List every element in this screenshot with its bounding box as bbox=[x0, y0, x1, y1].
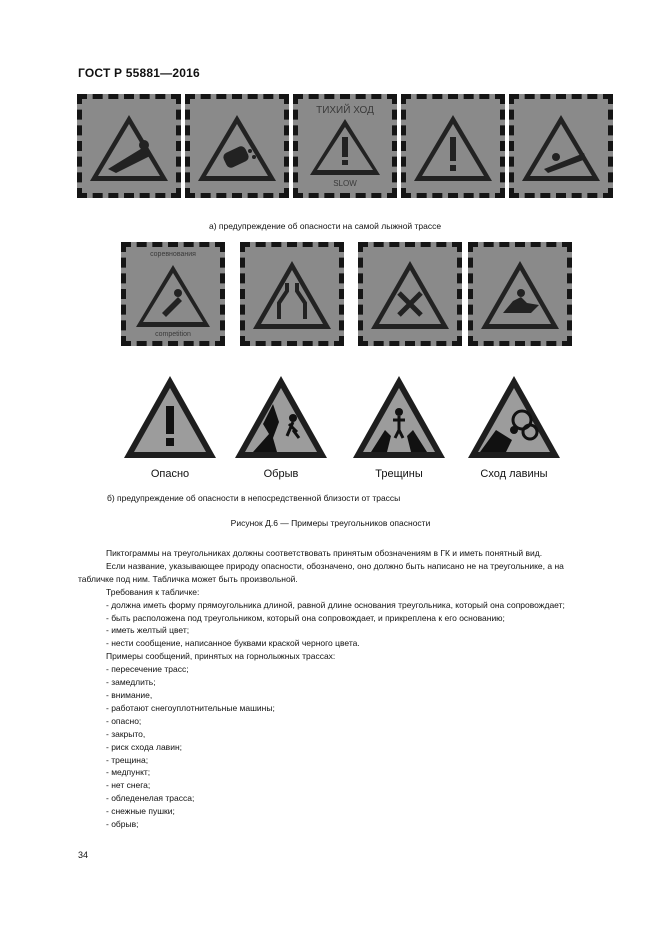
exclamation-icon bbox=[406, 99, 500, 193]
label-cliff: Обрыв bbox=[263, 468, 299, 480]
label-crevasses: Трещины bbox=[375, 468, 423, 480]
list-item: - закрыто, bbox=[106, 728, 146, 739]
body-text bbox=[78, 547, 586, 831]
cliff-triangle bbox=[233, 374, 329, 460]
slow-sign bbox=[293, 94, 397, 198]
list-item: - медпункт; bbox=[106, 767, 151, 778]
list-item: - обрыв; bbox=[106, 819, 139, 830]
snow-groomer-icon bbox=[190, 99, 284, 193]
competition-sign bbox=[121, 242, 225, 346]
list-item: - опасно; bbox=[106, 715, 142, 726]
cross-icon bbox=[363, 247, 457, 341]
caption-b: б) предупреждение об опасности в непосредственной близости от трассы bbox=[107, 493, 401, 503]
page-number: 34 bbox=[78, 850, 89, 860]
caption-a: а) предупреждение об опасности на самой лыжной трассе bbox=[209, 221, 442, 231]
avalanche-fall-sign bbox=[77, 94, 181, 198]
sign-top-text: соревнования bbox=[150, 251, 196, 258]
figure-title: Рисунок Д.6 — Примеры треугольников опасности bbox=[230, 518, 431, 528]
avalanche-triangle bbox=[466, 374, 562, 460]
warning-triangle-icon bbox=[82, 99, 176, 193]
danger-exclamation-sign bbox=[401, 94, 505, 198]
list-item: - пересечение трасс; bbox=[106, 664, 189, 675]
list-item: - внимание, bbox=[106, 689, 153, 700]
list-item: - нет снега; bbox=[106, 780, 151, 791]
snowmobile-icon bbox=[473, 247, 567, 341]
crossing-sign bbox=[358, 242, 462, 346]
list-item: - замедлить; bbox=[106, 677, 156, 688]
road-narrowing-icon bbox=[245, 247, 339, 341]
paragraph: Пиктограммы на треугольниках должны соответствовать принятым обозначениям в ГК и иметь понятный вид. bbox=[106, 548, 543, 558]
snowmobile-sign bbox=[468, 242, 572, 346]
sign-top-text: ТИХИЙ ХОД bbox=[316, 105, 374, 116]
skier-icon bbox=[126, 247, 220, 341]
list-item: - быть расположена под треугольником, который она сопровождает, и прикреплена к его основанию; bbox=[106, 612, 505, 623]
collision-sign bbox=[509, 94, 613, 198]
sign-bottom-text: SLOW bbox=[333, 179, 357, 188]
snow-groomer-sign bbox=[185, 94, 289, 198]
list-item: - работают снегоуплотнительные машины; bbox=[106, 702, 275, 713]
list-item: - снежные пушки; bbox=[106, 806, 175, 817]
collision-icon bbox=[514, 99, 608, 193]
list-item: - обледенелая трасса; bbox=[106, 793, 195, 804]
document-header: ГОСТ Р 55881—2016 bbox=[78, 66, 200, 80]
list-item: - должна иметь форму прямоугольника длиной, равной длине основания треугольника, который она сопровождает; bbox=[106, 599, 565, 610]
crevasse-triangle bbox=[351, 374, 447, 460]
list-item: - трещина; bbox=[106, 754, 149, 765]
paragraph: Требования к табличке: bbox=[106, 586, 200, 597]
label-danger: Опасно bbox=[150, 468, 190, 480]
list-item: - нести сообщение, написанное буквами краской черного цвета. bbox=[106, 638, 360, 649]
list-item: - иметь желтый цвет; bbox=[106, 625, 190, 636]
paragraph: Примеры сообщений, принятых на горнолыжных трассах: bbox=[106, 651, 336, 662]
danger-triangle bbox=[122, 374, 218, 460]
sign-bottom-text: competition bbox=[155, 331, 191, 338]
label-avalanche: Сход лавины bbox=[480, 468, 548, 480]
narrowing-sign bbox=[240, 242, 344, 346]
list-item: - риск схода лавин; bbox=[106, 741, 182, 752]
paragraph: Если название, указывающее природу опасности, обозначено, оно должно быть написано не на треугольнике, а на табличке под ним. Табличка может быть произвольной. bbox=[78, 560, 564, 584]
